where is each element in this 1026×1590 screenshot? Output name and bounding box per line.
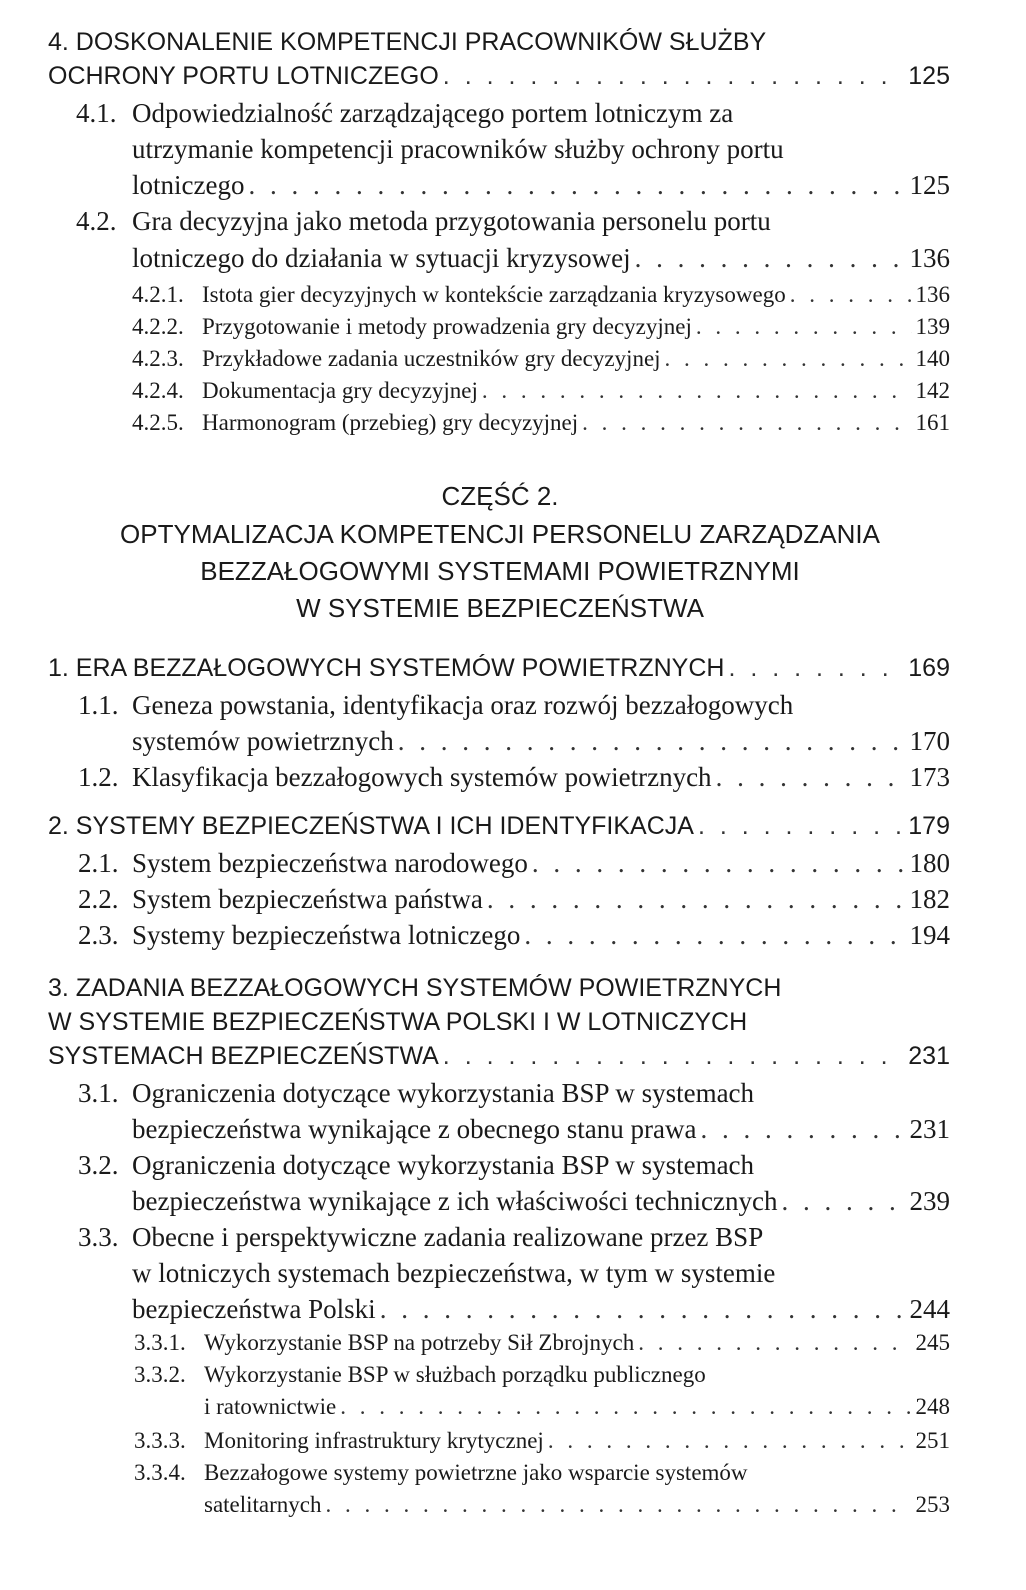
- toc-entry-title: bezpieczeństwa Polski: [132, 1294, 376, 1324]
- toc-entry-title: systemów powietrznych: [132, 726, 394, 756]
- toc-entry-line: [204, 1330, 950, 1356]
- toc-entry-title: satelitarnych: [204, 1492, 322, 1517]
- toc-dot-leader: [443, 1042, 904, 1071]
- toc-entry-line: [132, 98, 950, 129]
- toc-dot-leader: [781, 1186, 905, 1217]
- toc-page-number: 140: [915, 346, 950, 371]
- toc-page-number: 231: [908, 1042, 950, 1070]
- toc-entry-line: [204, 1362, 950, 1388]
- toc-entry-line: [132, 690, 950, 721]
- toc-entry-title: Odpowiedzialność zarządzającego portem lotniczym za: [132, 98, 734, 128]
- toc-page-number: 161: [915, 410, 950, 435]
- toc-dot-leader: [716, 762, 906, 793]
- toc-page-number: 248: [915, 1394, 950, 1419]
- toc-entry-title: Ograniczenia dotyczące wykorzystania BSP w systemach: [132, 1150, 755, 1180]
- toc-page-number: 136: [909, 243, 950, 273]
- toc-entry-line: [132, 726, 950, 757]
- toc-page-number: 244: [909, 1294, 950, 1324]
- toc-entry-title: Wykorzystanie BSP na potrzeby Sił Zbrojnych: [204, 1330, 635, 1355]
- toc-dot-leader: [638, 1330, 911, 1356]
- toc-entry-title: Przygotowanie i metody prowadzenia gry decyzyjnej: [202, 314, 692, 339]
- toc-entry-line: [48, 654, 950, 683]
- part-title-line: OPTYMALIZACJA KOMPETENCJI PERSONELU ZARZĄDZANIA: [120, 519, 880, 549]
- toc-entry-line: [132, 1186, 950, 1217]
- toc-dot-leader: [340, 1394, 911, 1420]
- toc-entry-line: [202, 282, 950, 308]
- toc-entry-line: [204, 1492, 950, 1518]
- toc-entry-number: 4.2.2.: [132, 314, 184, 339]
- toc-entry-title: Obecne i perspektywiczne zadania realizowane przez BSP: [132, 1222, 764, 1252]
- toc-entry-number: 3.3.3.: [134, 1428, 186, 1453]
- toc-entry-title: lotniczego: [132, 170, 245, 200]
- toc-entry-title: Wykorzystanie BSP w służbach porządku publicznego: [204, 1362, 706, 1387]
- toc-entry-line: [202, 346, 950, 372]
- toc-entry-line: [48, 62, 950, 91]
- toc-page-number: 125: [909, 170, 950, 200]
- toc-entry-line: [204, 1394, 950, 1420]
- toc-entry-number: 3.1.: [78, 1078, 119, 1108]
- toc-entry-title: Monitoring infrastruktury krytycznej: [204, 1428, 544, 1453]
- toc-entry-title: System bezpieczeństwa państwa: [132, 884, 483, 914]
- toc-entry-number: 4.1.: [76, 98, 117, 128]
- toc-entry-line: [204, 1428, 950, 1454]
- toc-entry-number: 2.1.: [78, 848, 119, 878]
- toc-entry-title: System bezpieczeństwa narodowego: [132, 848, 528, 878]
- toc-entry-line: [132, 134, 950, 165]
- toc-entry-line: [132, 920, 950, 951]
- toc-entry-title: W SYSTEMIE BEZPIECZEŃSTWA POLSKI I W LOTNICZYCH: [48, 1008, 748, 1036]
- toc-entry-title: Klasyfikacja bezzałogowych systemów powietrznych: [132, 762, 712, 792]
- toc-entry-line: [132, 762, 950, 793]
- toc-entry-title: Ograniczenia dotyczące wykorzystania BSP w systemach: [132, 1078, 755, 1108]
- toc-entry-title: w lotniczych systemach bezpieczeństwa, w tym w systemie: [132, 1258, 776, 1288]
- toc-entry-line: [202, 378, 950, 404]
- toc-dot-leader: [728, 654, 904, 683]
- toc-dot-leader: [482, 378, 912, 404]
- toc-entry-number: 4.2.5.: [132, 410, 184, 435]
- toc-entry-number: 2.2.: [78, 884, 119, 914]
- toc-dot-leader: [524, 920, 905, 951]
- toc-dot-leader: [790, 282, 912, 308]
- part-title-line: BEZZAŁOGOWYMI SYSTEMAMI POWIETRZNYMI: [200, 556, 800, 586]
- toc-entry-line: [48, 1008, 950, 1037]
- toc-dot-leader: [700, 1114, 905, 1145]
- toc-dot-leader: [665, 346, 912, 372]
- toc-page-number: 136: [915, 282, 950, 307]
- toc-entry-title: i ratownictwie: [204, 1394, 337, 1419]
- toc-dot-leader: [698, 812, 904, 841]
- toc-entry-number: 2.3.: [78, 920, 119, 950]
- toc-dot-leader: [548, 1428, 912, 1454]
- toc-entry-number: 4.2.: [76, 206, 117, 236]
- toc-entry-number: 3.3.2.: [134, 1362, 186, 1387]
- toc-entry-line: [132, 206, 950, 237]
- toc-page-number: 142: [915, 378, 950, 403]
- toc-page-number: 179: [908, 812, 950, 840]
- toc-page-number: 239: [909, 1186, 950, 1216]
- toc-entry-title: bezpieczeństwa wynikające z ich właściwości technicznych: [132, 1186, 778, 1216]
- toc-dot-leader: [326, 1492, 912, 1518]
- toc-page-number: 173: [909, 762, 950, 792]
- toc-page-number: 245: [915, 1330, 950, 1355]
- toc-entry-number: 1.1.: [78, 690, 119, 720]
- toc-dot-leader: [487, 884, 906, 915]
- toc-entry-line: [48, 28, 948, 57]
- toc-entry-title: utrzymanie kompetencji pracowników służby ochrony portu: [132, 134, 784, 164]
- toc-entry-title: SYSTEMACH BEZPIECZEŃSTWA: [48, 1042, 439, 1070]
- toc-entry-line: [132, 884, 950, 915]
- toc-entry-title: Systemy bezpieczeństwa lotniczego: [132, 920, 521, 950]
- toc-entry-title: Gra decyzyjna jako metoda przygotowania personelu portu: [132, 206, 771, 236]
- toc-dot-leader: [532, 848, 906, 879]
- toc-entry-title: 3. ZADANIA BEZZAŁOGOWYCH SYSTEMÓW POWIETRZNYCH: [48, 974, 782, 1002]
- toc-entry-number: 4.2.4.: [132, 378, 184, 403]
- toc-page-number: 170: [909, 726, 950, 756]
- toc-entry-line: [132, 1294, 950, 1325]
- toc-page-number: 231: [909, 1114, 950, 1144]
- toc-entry-line: [132, 1078, 950, 1109]
- toc-entry-line: [202, 410, 950, 436]
- toc-dot-leader: [696, 314, 912, 340]
- toc-entry-title: 4. DOSKONALENIE KOMPETENCJI PRACOWNIKÓW SŁUŻBY: [48, 28, 767, 56]
- toc-entry-number: 3.3.1.: [134, 1330, 186, 1355]
- toc-page-number: 169: [908, 654, 950, 682]
- toc-entry-title: Przykładowe zadania uczestników gry decyzyjnej: [202, 346, 661, 371]
- part-label: CZĘŚĆ 2.: [441, 481, 559, 511]
- toc-dot-leader: [248, 170, 905, 201]
- toc-entry-line: [132, 1258, 950, 1289]
- toc-dot-leader: [398, 726, 906, 757]
- toc-entry-title: 2. SYSTEMY BEZPIECZEŃSTWA I ICH IDENTYFIKACJA: [48, 812, 694, 840]
- toc-entry-line: [132, 848, 950, 879]
- toc-entry-number: 4.2.3.: [132, 346, 184, 371]
- toc-page-number: 251: [915, 1428, 950, 1453]
- toc-entry-title: lotniczego do działania w sytuacji kryzysowej: [132, 243, 631, 273]
- toc-entry-title: Geneza powstania, identyfikacja oraz rozwój bezzałogowych: [132, 690, 794, 720]
- toc-entry-line: [48, 812, 950, 841]
- toc-entry-line: [132, 1150, 950, 1181]
- toc-page-number: 182: [909, 884, 950, 914]
- toc-entry-title: bezpieczeństwa wynikające z obecnego stanu prawa: [132, 1114, 697, 1144]
- toc-dot-leader: [443, 62, 904, 91]
- toc-dot-leader: [582, 410, 911, 436]
- toc-entry-line: [48, 974, 950, 1003]
- toc-entry-line: [204, 1460, 950, 1486]
- toc-entry-number: 3.2.: [78, 1150, 119, 1180]
- toc-entry-title: OCHRONY PORTU LOTNICZEGO: [48, 62, 439, 90]
- toc-entry-line: [132, 170, 950, 201]
- toc-page-number: 125: [908, 62, 950, 90]
- toc-entry-title: Istota gier decyzyjnych w kontekście zarządzania kryzysowego: [202, 282, 786, 307]
- toc-entry-line: [132, 243, 950, 274]
- toc-entry-line: [132, 1222, 950, 1253]
- toc-page-number: 139: [915, 314, 950, 339]
- toc-page-number: 194: [909, 920, 950, 950]
- toc-entry-title: Bezzałogowe systemy powietrzne jako wsparcie systemów: [204, 1460, 748, 1485]
- toc-entry-title: 1. ERA BEZZAŁOGOWYCH SYSTEMÓW POWIETRZNYCH: [48, 654, 725, 682]
- toc-page-number: 180: [909, 848, 950, 878]
- toc-entry-line: [202, 314, 950, 340]
- toc-entry-title: Harmonogram (przebieg) gry decyzyjnej: [202, 410, 579, 435]
- toc-entry-number: 1.2.: [78, 762, 119, 792]
- toc-page-number: 253: [915, 1492, 950, 1517]
- toc-entry-line: [132, 1114, 950, 1145]
- toc-entry-number: 4.2.1.: [132, 282, 184, 307]
- toc-entry-line: [48, 1042, 950, 1071]
- toc-entry-number: 3.3.4.: [134, 1460, 186, 1485]
- part-title-line: W SYSTEMIE BEZPIECZEŃSTWA: [296, 593, 704, 623]
- toc-dot-leader: [635, 243, 906, 274]
- toc-entry-number: 3.3.: [78, 1222, 119, 1252]
- toc-entry-title: Dokumentacja gry decyzyjnej: [202, 378, 478, 403]
- toc-dot-leader: [380, 1294, 906, 1325]
